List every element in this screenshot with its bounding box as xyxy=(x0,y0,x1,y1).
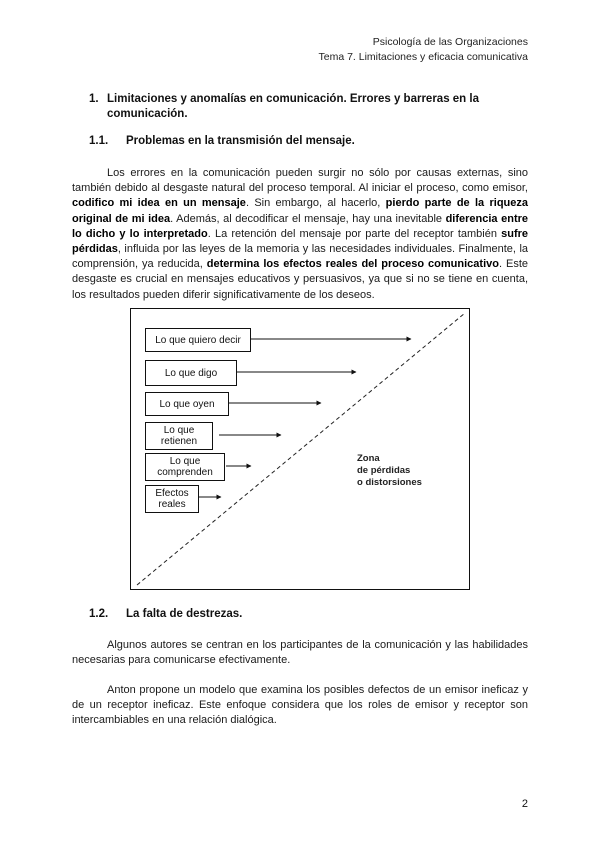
zone-line-3: o distorsiones xyxy=(357,477,422,488)
diagram-label-comprenden: Lo que comprenden xyxy=(145,453,225,481)
paragraph-transmission xyxy=(72,166,528,303)
text-span: , influida por las leyes de la memoria y las necesidades individuales. Finalmente, la comprensión, ya reducida, xyxy=(72,243,528,271)
section-1-heading xyxy=(89,92,519,121)
diagram-label-digo: Lo que digo xyxy=(145,360,237,386)
diagram-label-retienen: Lo que retienen xyxy=(145,422,213,450)
section-1-2-title: La falta de destrezas. xyxy=(126,608,243,620)
diagram-label-oyen: Lo que oyen xyxy=(145,392,229,416)
bold-span: pierdo parte de la riqueza original de mi idea xyxy=(72,197,528,225)
bold-span: diferencia entre lo dicho y lo interpretado xyxy=(72,212,529,240)
page-number: 2 xyxy=(521,798,528,810)
text-span: Anton propone un modelo que examina los posibles defectos de un emisor ineficaz y de un receptor ineficaz. Este enfoque considera que los roles de emisor y receptor son intercambiables en una relación dialógica. xyxy=(72,684,528,727)
text-span: . Este desgaste es crucial en mensajes educativos y persuasivos, ya que si no se tiene en cuenta, los resultados pueden diferir significativamente de los deseos. xyxy=(72,258,528,301)
section-1-2-number: 1.2. xyxy=(89,608,109,620)
text-span: Los errores en la comunicación pueden surgir no sólo por causas externas, sino también debido al desgaste natural del proceso temporal. Al iniciar el proceso, como emisor, xyxy=(72,167,528,195)
zone-line-2: de pérdidas xyxy=(357,465,411,476)
header-topic: Tema 7. Limitaciones y eficacia comunicativa xyxy=(318,51,528,63)
bold-span: sufre pérdidas xyxy=(72,227,529,256)
diagram-label-quiero-decir: Lo que quiero decir xyxy=(145,328,251,352)
section-1-1-number: 1.1. xyxy=(89,135,109,147)
paragraph-skills xyxy=(72,638,528,668)
bold-span: determina los efectos reales del proceso comunicativo xyxy=(206,258,499,271)
bold-span: codifico mi idea en un mensaje xyxy=(72,197,246,210)
text-span: Algunos autores se centran en los participantes de la comunicación y las habilidades necesarias para comunicarse efectivamente. xyxy=(72,639,528,667)
section-1-title: Limitaciones y anomalías en comunicación. Errores y barreras en la comunicación. xyxy=(107,93,479,120)
text-span: . Sin embargo, al hacerlo, xyxy=(245,197,386,210)
loss-diagram xyxy=(130,308,470,590)
text-span: . La retención del mensaje por parte del receptor también xyxy=(207,227,502,240)
diagram-label-efectos: Efectos reales xyxy=(145,485,199,513)
text-span: . Además, al decodificar el mensaje, hay una inevitable xyxy=(170,212,446,225)
header-subject: Psicología de las Organizaciones xyxy=(372,36,528,48)
section-1-1-title: Problemas en la transmisión del mensaje. xyxy=(126,135,355,147)
zone-line-1: Zona xyxy=(357,453,380,464)
section-1-number: 1. xyxy=(89,93,99,105)
paragraph-anton-model xyxy=(72,683,528,729)
loss-zone-label xyxy=(357,453,422,489)
